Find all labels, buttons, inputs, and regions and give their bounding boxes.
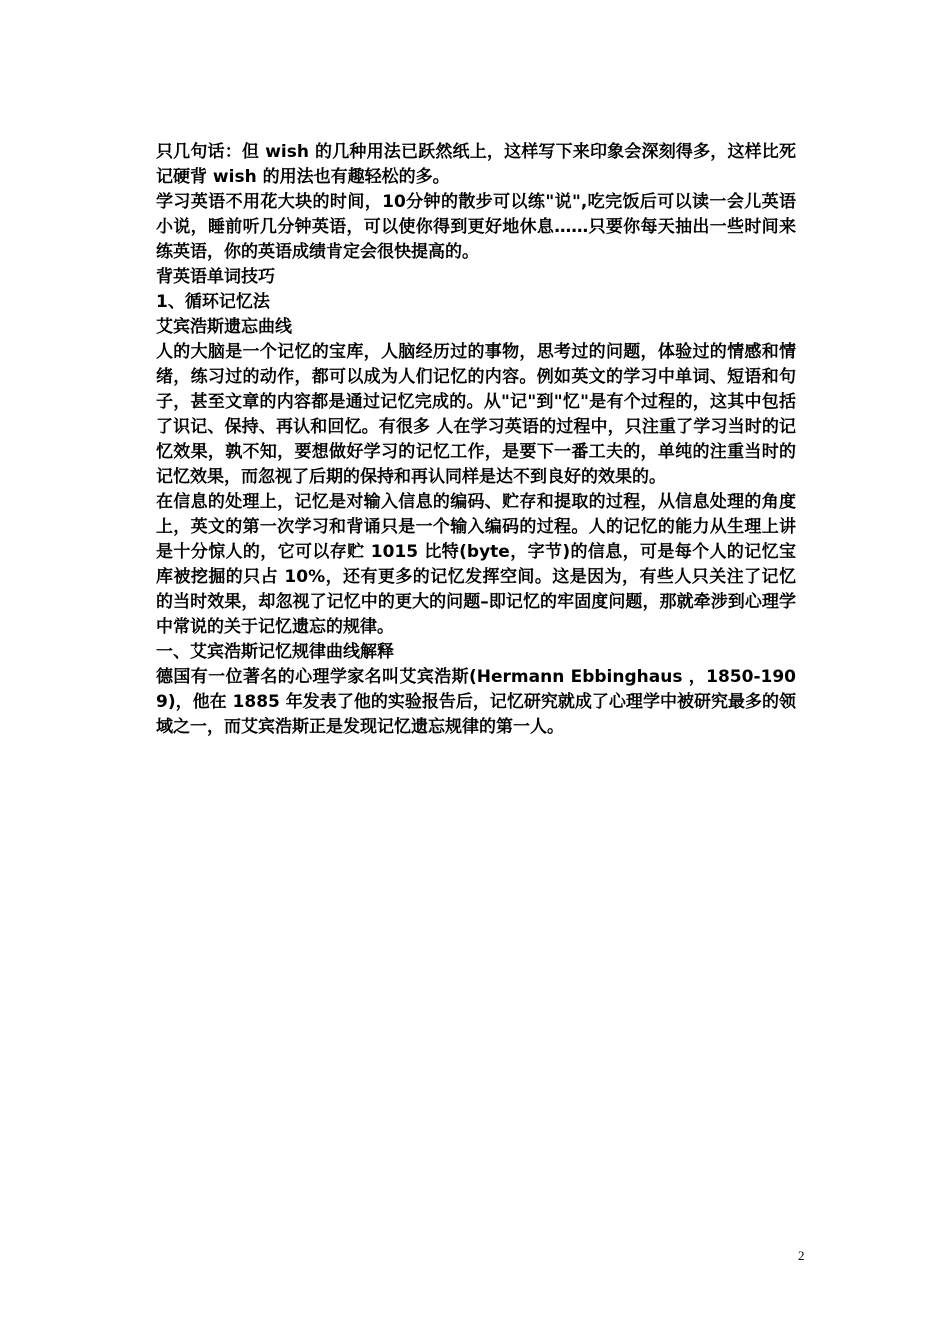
heading-cyclic-memory: 1、循环记忆法 (156, 292, 270, 312)
paragraph-wish-usage: 只几句话：但 wish 的几种用法已跃然纸上，这样写下来印象会深刻得多，这样比死记硬背 wish 的用法也有趣轻松的多。 (156, 142, 796, 187)
paragraph-study-time: 学习英语不用花大块的时间，10分钟的散步可以练"说",吃完饭后可以读一会儿英语小说，睡前听几分钟英语，可以使你得到更好地休息……只要你每天抽出一些时间来练英语，你的英语成绩肯定会很快提高的。 (156, 192, 796, 262)
paragraph-information-processing: 在信息的处理上，记忆是对输入信息的编码、贮存和提取的过程，从信息处理的角度上，英文的第一次学习和背诵只是一个输入编码的过程。人的记忆的能力从生理上讲是十分惊人的，它可以存贮 1015 比特(byte，字节)的信息，可是每个人的记忆宝库被挖掘的只占 10%，还有更多的记忆发挥空间。这是因为，有些人只关注了记忆的当时效果，却忽视了记忆中的更大的问题–即记忆的牢固度问题，那就牵涉到心理学中常说的关于记忆遗忘的规律。 (156, 492, 796, 637)
heading-vocabulary-tips: 背英语单词技巧 (156, 267, 275, 287)
page-number: 2 (798, 1248, 805, 1263)
paragraph-brain-memory: 人的大脑是一个记忆的宝库，人脑经历过的事物，思考过的问题，体验过的情感和情绪，练习过的动作，都可以成为人们记忆的内容。例如英文的学习中单词、短语和句子，甚至文章的内容都是通过记忆完成的。从"记"到"忆"是有个过程的，这其中包括了识记、保持、再认和回忆。有很多 人在学习英语的过程中，只注重了学习当时的记忆效果，孰不知，要想做好学习的记忆工作，是要下一番工夫的，单纯的注重当时的记忆效果，而忽视了后期的保持和再认同样是达不到良好的效果的。 (156, 342, 796, 487)
heading-forgetting-curve: 艾宾浩斯遗忘曲线 (156, 317, 292, 337)
heading-curve-explanation: 一、艾宾浩斯记忆规律曲线解释 (156, 642, 394, 662)
paragraph-ebbinghaus: 德国有一位著名的心理学家名叫艾宾浩斯(Hermann Ebbinghaus ，1850-1909)，他在 1885 年发表了他的实验报告后，记忆研究就成了心理学中被研究最多的领域之一，而艾宾浩斯正是发现记忆遗忘规律的第一人。 (156, 667, 796, 737)
body-text (156, 140, 796, 740)
